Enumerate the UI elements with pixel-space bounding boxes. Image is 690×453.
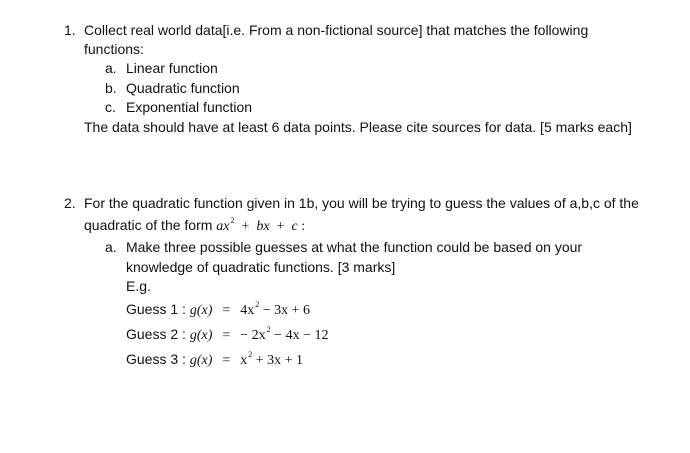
q1-note: The data should have at least 6 data points. Please cite sources for data. [5 marks each] (84, 119, 632, 135)
q2-part-a-line1: Make three possible guesses at what the function could be based on your (126, 239, 583, 255)
q1-number: 1. (64, 22, 76, 38)
q1-item-b-text: Quadratic function (126, 80, 240, 96)
quadratic-form-expression: $ax^2$ + bx + c : (216, 216, 306, 234)
q1-text-line1: Collect real world data[i.e. From a non-fictional source] that matches the following (84, 22, 589, 38)
guess-3-lhs: g(x) (189, 353, 213, 368)
q2-form-prefix: quadratic of the form (84, 217, 213, 233)
guess-1 (126, 300, 310, 321)
q2-text-line1: For the quadratic function given in 1b, you will be trying to guess the values of a,b,c of the (84, 195, 639, 211)
q1-item-a-text: Linear function (126, 60, 218, 76)
guess-2-lhs: g(x) (189, 328, 213, 343)
q1-text-line2: functions: (84, 41, 144, 57)
q2-number: 2. (64, 195, 76, 211)
q2-text-line2 (84, 216, 305, 237)
guess-2-equals: = (222, 328, 231, 343)
q1-item-b-marker: b. (105, 80, 117, 96)
q2-part-a-line2: knowledge of quadratic functions. [3 marks] (126, 259, 396, 275)
guess-3-rhs: $x^2 + 3x + 1$ (240, 350, 304, 368)
q1-item-a-marker: a. (105, 60, 117, 76)
q1-item-c-marker: c. (105, 99, 116, 115)
guess-2-label: Guess 2 : (126, 326, 186, 342)
q1-item-c-text: Exponential function (126, 99, 253, 115)
q2-part-a-marker: a. (105, 239, 117, 255)
guess-1-equals: = (222, 303, 231, 318)
guess-3 (126, 350, 303, 371)
guess-2-rhs: − $2x^2 - 4x - 12$ (240, 325, 329, 343)
guess-1-lhs: g(x) (189, 303, 213, 318)
guess-3-label: Guess 3 : (126, 351, 186, 367)
guess-3-equals: = (222, 353, 231, 368)
eg-label: E.g. (126, 278, 151, 294)
guess-1-rhs: $4x^2 - 3x + 6$ (240, 300, 311, 318)
guess-1-label: Guess 1 : (126, 301, 186, 317)
guess-2 (126, 325, 328, 346)
